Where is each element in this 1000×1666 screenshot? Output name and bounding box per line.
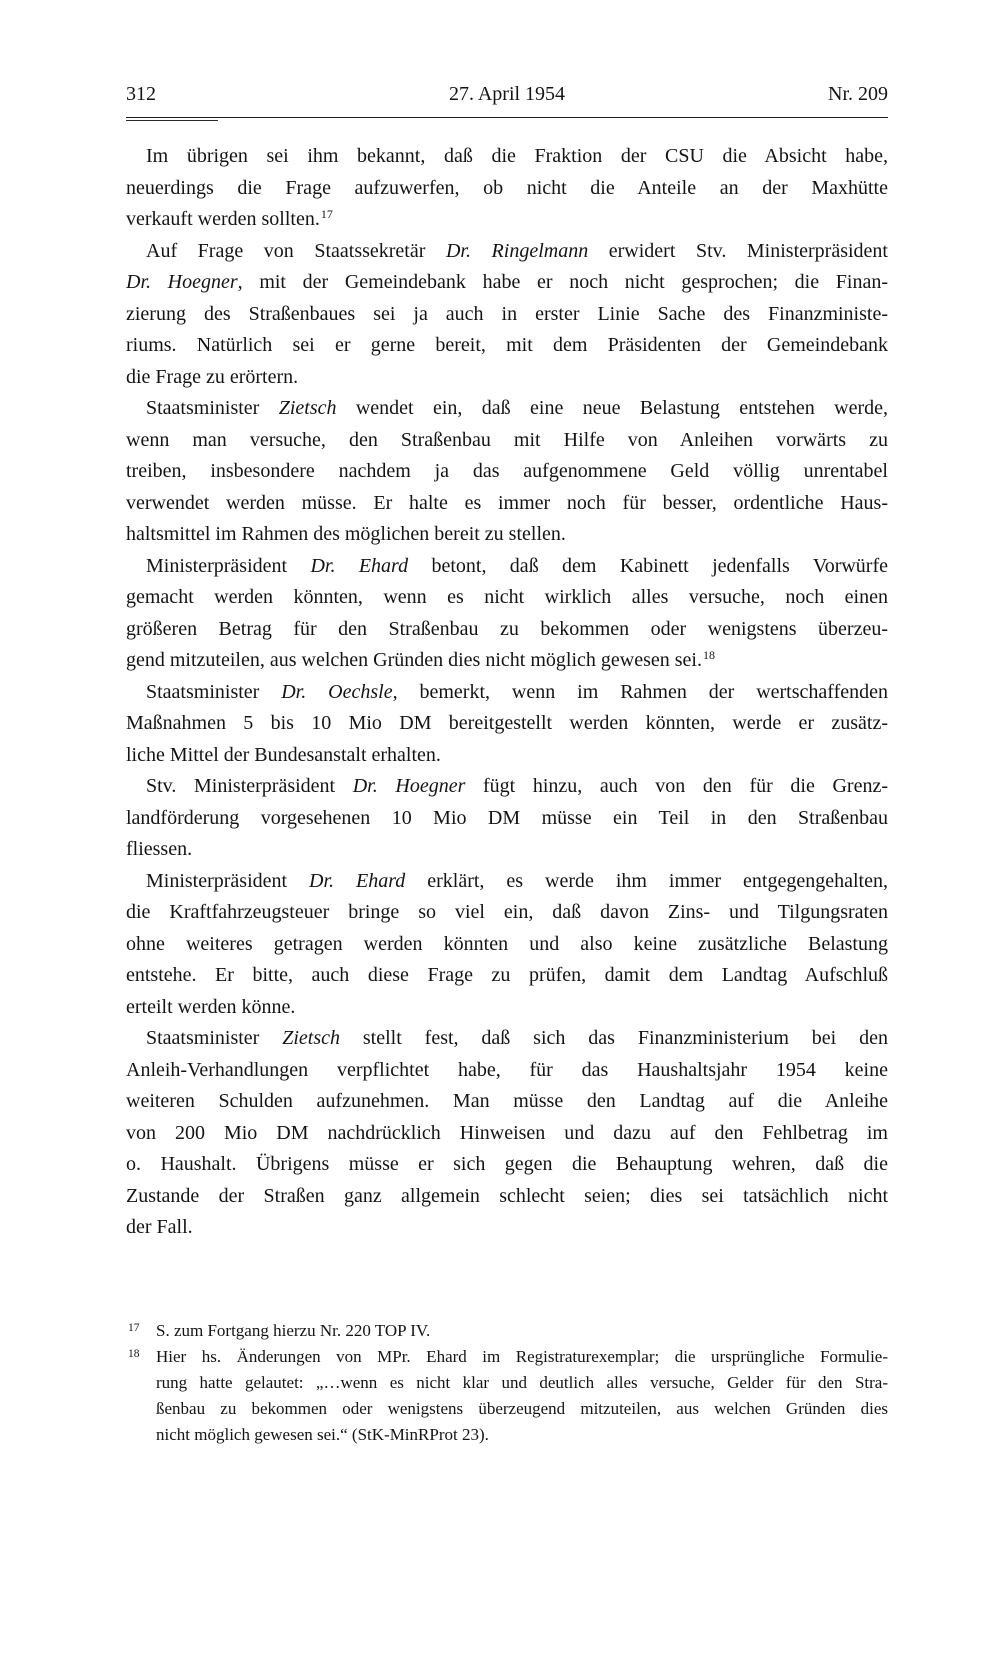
text-run: Maßnahmen 5 bis 10 Mio DM bereitgestellt werden könnten, werde er zusätz- bbox=[126, 712, 888, 734]
text-line bbox=[126, 362, 888, 394]
text-line bbox=[156, 1422, 888, 1448]
text-run: ohne weiteres getragen werden könnten und also keine zusätzliche Belastung bbox=[126, 932, 888, 955]
text-run: fügt hinzu, auch von den für die Grenz- bbox=[465, 775, 888, 797]
text-line bbox=[126, 1212, 888, 1244]
text-line bbox=[126, 708, 888, 740]
text-run: verkauft werden sollten. bbox=[126, 208, 320, 230]
text-run: erteilt werden könne. bbox=[126, 995, 296, 1018]
person-name: Dr. Ehard bbox=[309, 869, 406, 892]
text-line bbox=[126, 1181, 888, 1213]
text-run: Stv. Ministerpräsident bbox=[146, 775, 353, 797]
text-run: gend mitzuteilen, aus welchen Gründen dies nicht möglich gewesen sei. bbox=[126, 649, 702, 671]
text-line bbox=[126, 551, 888, 583]
paragraph bbox=[126, 393, 888, 551]
person-name: Dr. Ehard bbox=[310, 554, 409, 577]
text-line bbox=[126, 1149, 888, 1181]
paragraph bbox=[126, 236, 888, 394]
body-text bbox=[126, 141, 888, 1244]
text-run: von 200 Mio DM nachdrücklich Hinweisen und dazu auf den Fehlbetrag im bbox=[126, 1121, 888, 1144]
text-line bbox=[126, 582, 888, 614]
text-run: Staatsminister bbox=[146, 680, 282, 703]
text-run: entstehe. Er bitte, auch diese Frage zu prüfen, damit dem Landtag Aufschluß bbox=[126, 964, 888, 986]
text-line bbox=[126, 1055, 888, 1087]
text-run: stellt fest, daß sich das Finanzministerium bei den bbox=[340, 1027, 888, 1049]
text-line bbox=[126, 992, 888, 1024]
text-line bbox=[126, 897, 888, 929]
person-name: Dr. Ringelmann bbox=[445, 239, 589, 262]
footnote bbox=[126, 1318, 888, 1344]
person-name: Dr. Hoegner bbox=[126, 271, 238, 293]
text-run: Im übrigen sei ihm bekannt, daß die Fraktion der CSU die Absicht habe, bbox=[146, 145, 888, 167]
text-line bbox=[156, 1344, 888, 1370]
text-line bbox=[126, 1023, 888, 1055]
text-run: landförderung vorgesehenen 10 Mio DM müsse ein Teil in den Straßenbau bbox=[126, 806, 888, 829]
text-run: Ministerpräsident bbox=[146, 554, 311, 577]
person-name: Zietsch bbox=[282, 1027, 340, 1049]
text-line bbox=[126, 929, 888, 961]
text-line bbox=[126, 740, 888, 772]
text-line bbox=[156, 1396, 888, 1422]
person-name: Zietsch bbox=[278, 397, 337, 419]
text-run: die Kraftfahrzeugsteuer bringe so viel ein, daß davon Zins- und Tilgungsraten bbox=[126, 901, 888, 923]
header-rule bbox=[126, 117, 888, 118]
text-run: Auf Frage von Staatssekretär bbox=[146, 239, 446, 262]
text-run: ßenbau zu bekommen oder wenigstens überzeugend mitzuteilen, aus welchen Gründen dies bbox=[156, 1399, 888, 1418]
text-run: S. zum Fortgang hierzu Nr. 220 TOP IV. bbox=[156, 1321, 431, 1340]
text-run: , bemerkt, wenn im Rahmen der wertschaffenden bbox=[392, 680, 888, 703]
text-line bbox=[126, 299, 888, 331]
text-line bbox=[126, 204, 888, 236]
paragraph bbox=[126, 771, 888, 866]
text-line bbox=[126, 519, 888, 551]
text-line bbox=[126, 1086, 888, 1118]
text-line bbox=[126, 456, 888, 488]
text-run: haltsmittel im Rahmen des möglichen bereit zu stellen. bbox=[126, 523, 566, 545]
text-run: liche Mittel der Bundesanstalt erhalten. bbox=[126, 743, 441, 766]
text-run: wenn man versuche, den Straßenbau mit Hilfe von Anleihen vorwärts zu bbox=[126, 428, 888, 451]
text-run: nicht möglich gewesen sei.“ (StK-MinRProt 23). bbox=[156, 1425, 489, 1444]
paragraph bbox=[126, 1023, 888, 1244]
text-run: weiteren Schulden aufzunehmen. Man müsse den Landtag auf die Anleihe bbox=[126, 1090, 888, 1112]
page-header bbox=[126, 82, 888, 106]
text-run: Staatsminister bbox=[146, 397, 279, 419]
text-line bbox=[126, 960, 888, 992]
text-run: wendet ein, daß eine neue Belastung entstehen werde, bbox=[336, 397, 888, 419]
paragraph bbox=[126, 677, 888, 772]
text-run: erwidert Stv. Ministerpräsident bbox=[588, 239, 888, 262]
text-run: der Fall. bbox=[126, 1216, 193, 1238]
text-line bbox=[156, 1370, 888, 1396]
text-line bbox=[126, 677, 888, 709]
paragraph bbox=[126, 141, 888, 236]
text-run: neuerdings die Frage aufzuwerfen, ob nicht die Anteile an der Maxhütte bbox=[126, 176, 888, 199]
text-line bbox=[126, 267, 888, 299]
footnotes bbox=[126, 1318, 888, 1448]
text-run: riums. Natürlich sei er gerne bereit, mit dem Präsidenten der Gemeindebank bbox=[126, 334, 888, 356]
text-run: treiben, insbesondere nachdem ja das aufgenommene Geld völlig unrentabel bbox=[126, 460, 888, 482]
text-run: , mit der Gemeindebank habe er noch nicht gesprochen; die Finan- bbox=[237, 271, 888, 293]
footnote-number: 18 bbox=[128, 1348, 140, 1360]
text-line bbox=[126, 614, 888, 646]
text-line bbox=[126, 866, 888, 898]
text-run: Anleih-Verhandlungen verpflichtet habe, für das Haushaltsjahr 1954 keine bbox=[126, 1058, 888, 1081]
footnote bbox=[126, 1344, 888, 1448]
text-line bbox=[126, 141, 888, 173]
text-run: o. Haushalt. Übrigens müsse er sich gegen die Behauptung wehren, daß die bbox=[126, 1153, 888, 1175]
text-run: gemacht werden könnten, wenn es nicht wirklich alles versuche, noch einen bbox=[126, 586, 888, 608]
header-date: 27. April 1954 bbox=[448, 83, 566, 105]
page-number: 312 bbox=[126, 83, 156, 105]
text-line bbox=[126, 1118, 888, 1150]
paragraph bbox=[126, 551, 888, 677]
text-run: betont, daß dem Kabinett jedenfalls Vorwürfe bbox=[408, 554, 888, 577]
footnote-number: 17 bbox=[128, 1322, 140, 1334]
person-name: Dr. Hoegner bbox=[352, 775, 466, 797]
text-run: Zustande der Straßen ganz allgemein schlecht seien; dies sei tatsächlich nicht bbox=[126, 1184, 888, 1207]
footnote-ref: 17 bbox=[320, 207, 333, 221]
footnote-ref: 18 bbox=[702, 648, 715, 662]
text-run: Hier hs. Änderungen von MPr. Ehard im Registraturexemplar; die ursprüngliche Formulie- bbox=[156, 1347, 888, 1366]
text-run: fliessen. bbox=[126, 838, 193, 860]
text-line bbox=[126, 330, 888, 362]
text-line bbox=[126, 236, 888, 268]
text-line bbox=[126, 645, 888, 677]
text-line bbox=[126, 173, 888, 205]
header-doc-number: Nr. 209 bbox=[828, 83, 888, 105]
text-run: verwendet werden müsse. Er halte es immer noch für besser, ordentliche Haus- bbox=[126, 491, 888, 514]
text-line bbox=[156, 1318, 888, 1344]
text-line bbox=[126, 771, 888, 803]
text-run: erklärt, es werde ihm immer entgegengehalten, bbox=[405, 869, 888, 892]
text-run: rung hatte gelautet: „…wenn es nicht klar und deutlich alles versuche, Gelder für den Stra- bbox=[156, 1373, 888, 1392]
paragraph bbox=[126, 866, 888, 1024]
text-run: Ministerpräsident bbox=[146, 869, 310, 892]
text-line bbox=[126, 425, 888, 457]
text-run: größeren Betrag für den Straßenbau zu bekommen oder wenigstens überzeu- bbox=[126, 617, 888, 640]
person-name: Dr. Oechsle bbox=[281, 680, 393, 703]
text-line bbox=[126, 834, 888, 866]
text-run: die Frage zu erörtern. bbox=[126, 365, 299, 388]
header-rule-segment bbox=[126, 120, 218, 121]
text-line bbox=[126, 803, 888, 835]
text-line bbox=[126, 488, 888, 520]
text-line bbox=[126, 393, 888, 425]
text-run: Staatsminister bbox=[146, 1027, 283, 1049]
text-run: zierung des Straßenbaues sei ja auch in erster Linie Sache des Finanzministe- bbox=[126, 302, 888, 325]
